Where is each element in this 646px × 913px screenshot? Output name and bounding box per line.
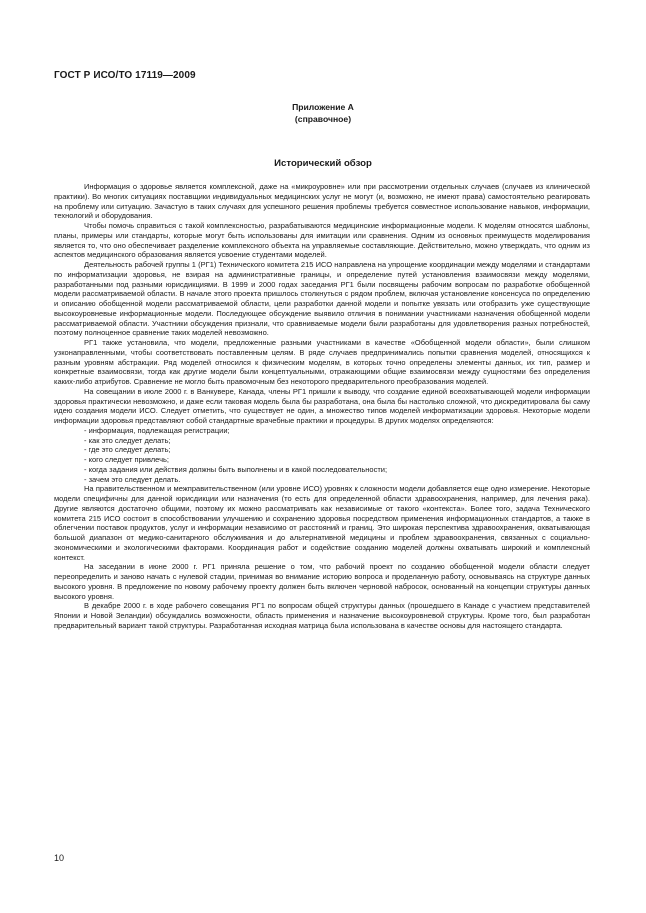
list-item: - когда задания или действия должны быть выполнены и в какой последовательности; [84, 464, 388, 474]
list-item: - кого следует привлечь; [84, 455, 169, 464]
paragraph: Деятельность рабочей группы 1 (РГ1) Технического комитета 215 ИСО направлена на упрощение координации между моделями и стандартами по информатизации здоровья, не взирая на административные границы, и определение путей установления взаимосвязи между моделями, разработанными под разными юрисдикциями. В 1999 и 2000 годах заседания РГ1 были посвящены рабочим вопросам по разработке обобщенной модели рассматриваемой области. В начале этого проекта пришлось столкнуться с рядом проблем, включая установление консенсуса по определению и описанию обобщенной модели рассматриваемой области, цели разработки данной модели и попытке увязать или отобразить уже существующие высокоуровневые информационные модели. Последующее обсуждение выявило отличия в понимании участниками назначения обобщенной модели рассматриваемой области. Участники обсуждения признали, что сравниваемые модели были разработаны для удовлетворения разных потребностей, поэтому полноценное сравнение таких моделей невозможно. [54, 260, 590, 338]
list-item: - как это следует делать; [84, 435, 171, 445]
list-item: - где это следует делать; [84, 445, 171, 455]
annex-heading [0, 101, 646, 125]
list-item: - зачем это следует делать. [84, 474, 181, 484]
body-text [54, 182, 590, 631]
paragraph: На правительственном и межправительственном (или уровне ИСО) уровнях к сложности модели добавляется еще одно измерение. Некоторые модели специфичны для данной юрисдикции или назначения (то есть для определенной области здравоохранения, например, для лечения рака). Другие являются достаточно общими, поэтому их можно рассматривать как независимые от такого «контекста». Более того, задача Технического комитета 215 ИСО состоит в способствовании улучшению и сохранению здоровья посредством применения информационных стандартов, а также в облегчении поставок продуктов, услуг и информации независимо от расстояний и границ. Это широкая перспектива здравоохранения, охватывающая большой диапазон от медико-санитарного обслуживания и до альтернативной медицины и проблем здравоохранения, связанных с социально-экономическими и экологическими факторами. Координация работ и содействие созданию моделей должны охватывать широкий и комплексный контекст. [54, 484, 590, 562]
paragraph: В декабре 2000 г. в ходе рабочего совещания РГ1 по вопросам общей структуры данных (прошедшего в Канаде с участием представителей Японии и Новой Зеландии) обсуждались возможности, область применения и назначение высокоуровневой структуры. Кроме того, был разработан предварительный вариант такой структуры. Разработанная исходная матрица была использована в качестве основы для настоящего стандарта. [54, 601, 590, 630]
standard-header: ГОСТ Р ИСО/ТО 17119—2009 [54, 70, 196, 81]
annex-type: (справочное) [294, 114, 352, 124]
page-number: 10 [54, 853, 65, 863]
paragraph: Информация о здоровье является комплексной, даже на «микроуровне» или при рассмотрении отдельных случаев (случаев из клинической практики). Во многих ситуациях поставщики индивидуальных медицинских услуг не могут (и, возможно, не имеют права) самостоятельно реагировать на проблему или ситуацию. Зачастую в таких случаях для успешного решения проблемы требуется совместное использование навыков, информации, технологий и оборудования. [54, 182, 590, 221]
section-title: Исторический обзор [274, 158, 372, 169]
list-item: - информация, подлежащая регистрации; [84, 425, 230, 435]
definition-list [54, 426, 590, 485]
annex-title: Приложение А [292, 102, 354, 112]
paragraph: РГ1 также установила, что модели, предложенные разными участниками в качестве «Обобщенной модели области», были слишком узконаправленными, чтобы соответствовать поставленным целям. В ряде случаев предпринимались попытки сравнения моделей, относящихся к разным уровням абстракции. Ряд моделей относился к физическим моделям, в которых точно определены элементы данных, их тип, размер и конкретные взаимосвязи, тогда как другие модели были концептуальными, отражающими общие взаимосвязи между сущностями без определения каких-либо атрибутов. Сравнение не могло быть правомочным без некоторого предварительного преобразования моделей. [54, 338, 590, 386]
paragraph: На заседании в июне 2000 г. РГ1 приняла решение о том, что рабочий проект по созданию обобщенной модели области следует переопределить и заново начать с нулевой стадии, принимая во внимание историю вопроса и проделанную работу, основываясь на структуре данных высокого уровня. В предложение по новому рабочему проекту должен быть включен черновой набросок, основанный на концепции структуры данных высокого уровня. [54, 562, 590, 601]
paragraph: Чтобы помочь справиться с такой комплексностью, разрабатываются медицинские информационные модели. К моделям относятся шаблоны, планы, примеры или стандарты, которые могут быть использованы для имитации или сравнения. Одним из основных преимуществ моделирования является то, что оно обеспечивает разделение комплексного объекта на управляемые составляющие. Действительно, можно утверждать, что одним из аспектов медицинского образования является усвоение студентами моделей. [54, 221, 590, 260]
paragraph: На совещании в июле 2000 г. в Ванкувере, Канада, члены РГ1 пришли к выводу, что создание единой всеохватывающей модели информации здоровья практически невозможно, и даже если таковая модель была бы разработана, она была бы настолько сложной, что дискредитировала бы саму идею создания модели ИСО. Следует отметить, что существует не один, а множество типов моделей информатизации здоровья. Некоторые модели информации здоровья представляют собой стандартные врачебные практики и процедуры. В других моделях определяются: [54, 386, 590, 425]
